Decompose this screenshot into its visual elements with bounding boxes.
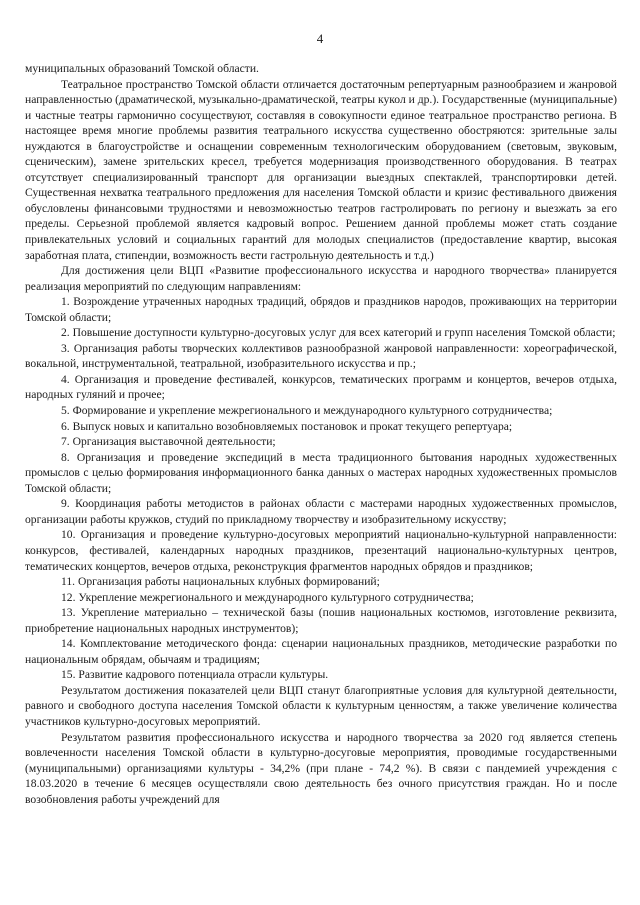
paragraph: 5. Формирование и укрепление межрегионального и международного культурного сотрудничества;: [61, 404, 553, 418]
paragraph: 6. Выпуск новых и капитально возобновляемых постановок и прокат текущего репертуара;: [61, 419, 513, 433]
paragraph: 1. Возрождение утраченных народных традиций, обрядов и праздников народов, проживающих на территории Томской области;: [25, 295, 617, 324]
document-body: [25, 61, 617, 807]
paragraph: Театральное пространство Томской области отличается достаточным репертуарным разнообразием и жанровой направленностью (драматической, музыкально-драматической, театры кукол и др.). Государственные (муниципальные) и частные театры гармонично сосуществуют, составляя в совокупности единое театральное пространство региона. В настоящее время многие проблемы развития театрального искусства существенно обостряются: зрительные залы нуждаются в благоустройстве и оснащении современным технологическим оборудованием (световым, звуковым, сценическим), замене зрительских кресел, требуется модернизация производственного оборудования. В театрах отсутствует специализированный транспорт для организации выездных спектаклей, транспортировки детей. Существенная нехватка театрального предложения для населения Томской области и кризис фестивального движения обусловлены финансовыми трудностями и невозможностью театров гастролировать по региону и выезжать за его пределы. Серьезной проблемой является кадровый вопрос. Решением данной проблемы может стать создание привлекательных условий и социальных гарантий для молодых специалистов (предоставление квартир, высокая заработная плата, стипендии, возможность вести гастрольную деятельность и т.д.): [25, 77, 617, 262]
paragraph: муниципальных образований Томской области.: [25, 62, 259, 75]
paragraph: 2. Повышение доступности культурно-досуговых услуг для всех категорий и групп населения Томской области;: [61, 326, 616, 340]
paragraph: 15. Развитие кадрового потенциала отрасли культуры.: [61, 668, 329, 682]
paragraph: 11. Организация работы национальных клубных формирований;: [61, 575, 380, 589]
paragraph: 8. Организация и проведение экспедиций в места традиционного бытования народных художественных промыслов с целью формирования информационного банка данных о мастерах народных художественных промыслов Томской области;: [25, 450, 617, 495]
paragraph: Результатом достижения показателей цели ВЦП станут благоприятные условия для культурной деятельности, равного и свободного доступа населения Томской области к культурным ценностям, а также увеличение количества участников культурно-досуговых мероприятий.: [25, 683, 617, 728]
paragraph: 9. Координация работы методистов в районах области с мастерами народных художественных промыслов, организации работы кружков, студий по прикладному творчеству и изобразительному искусству;: [25, 497, 617, 526]
page-number: 4: [316, 31, 324, 46]
paragraph: 10. Организация и проведение культурно-досуговых мероприятий национально-культурной направленности: конкурсов, фестивалей, календарных народных праздников, презентаций национально-культурных центров, тематических концертов, вечеров отдыха, реконструкция фрагментов народных обрядов и праздников;: [25, 528, 617, 573]
paragraph: 7. Организация выставочной деятельности;: [61, 435, 276, 449]
paragraph: 3. Организация работы творческих коллективов разнообразной жанровой направленности: хореографической, вокальной, инструментальной, театральной, изобразительного искусства и пр.;: [25, 341, 617, 371]
paragraph: Для достижения цели ВЦП «Развитие профессионального искусства и народного творчества» планируется реализация мероприятий по следующим направлениям:: [25, 264, 617, 293]
paragraph: 4. Организация и проведение фестивалей, конкурсов, тематических программ и концертов, вечеров отдыха, народных гуляний и прочее;: [25, 372, 617, 402]
paragraph: 14. Комплектование методического фонда: сценарии национальных праздников, методические разработки по национальным обрядам, обычаям и традициям;: [25, 637, 617, 666]
paragraph: 13. Укрепление материально – технической базы (пошив национальных костюмов, изготовление реквизита, приобретение национальных народных инструментов);: [25, 606, 617, 635]
paragraph: Результатом развития профессионального искусства и народного творчества за 2020 год является степень вовлеченности населения Томской области в культурно-досуговые мероприятия, проводимые государственными (муниципальными) организациями культуры - 34,2% (при плане - 74,2 %). В связи с пандемией учреждения с 18.03.2020 в течение 6 месяцев осуществляли свою деятельность без очного присутствия граждан. Но и после возобновления работы учреждений для: [25, 730, 617, 806]
paragraph: 12. Укрепление межрегионального и международного культурного сотрудничества;: [61, 590, 474, 604]
